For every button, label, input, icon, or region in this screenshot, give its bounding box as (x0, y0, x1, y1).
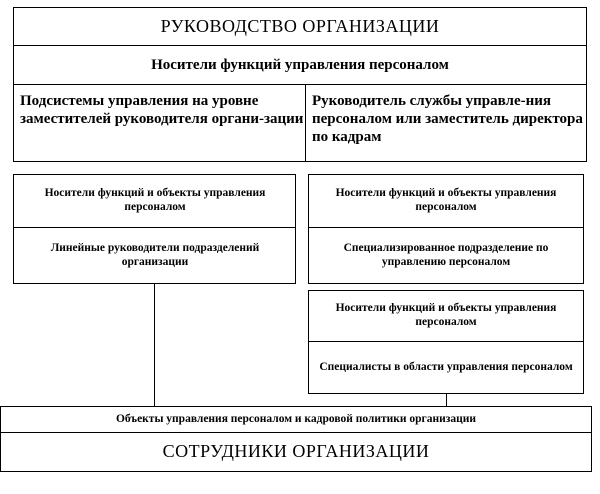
personnel-function-carriers-label: Носители функций управления персоналом (151, 57, 449, 73)
right-carriers-label-2: Носители функций и объекты управления персоналом (335, 302, 557, 328)
hr-specialists-label: Специалисты в области управления персоналом (319, 360, 573, 373)
hr-department-label: Специализированное подразделение по управлению персоналом (343, 241, 549, 268)
organization-employees-title: СОТРУДНИКИ ОРГАНИЗАЦИИ (162, 441, 430, 462)
deputy-subsystems-label: Подсистемы управления на уровне заместителей руководителя органи-зации (20, 93, 304, 127)
organization-management-title: РУКОВОДСТВО ОРГАНИЗАЦИИ (160, 15, 440, 36)
left-carriers-label: Носители функций и объекты управления персоналом (44, 187, 266, 213)
split-block-divider (305, 84, 306, 162)
line-managers-label: Линейные руководители подразделений организации (50, 241, 260, 268)
hr-director-label: Руководитель службы управле-ния персоналом или заместитель директора по кадрам (312, 93, 583, 145)
management-objects-label: Объекты управления персоналом и кадровой политики организации (115, 412, 477, 425)
right-carriers-label-1: Носители функций и объекты управления персоналом (335, 187, 557, 213)
right-connector-line (446, 394, 447, 406)
left-connector-line (154, 284, 155, 406)
